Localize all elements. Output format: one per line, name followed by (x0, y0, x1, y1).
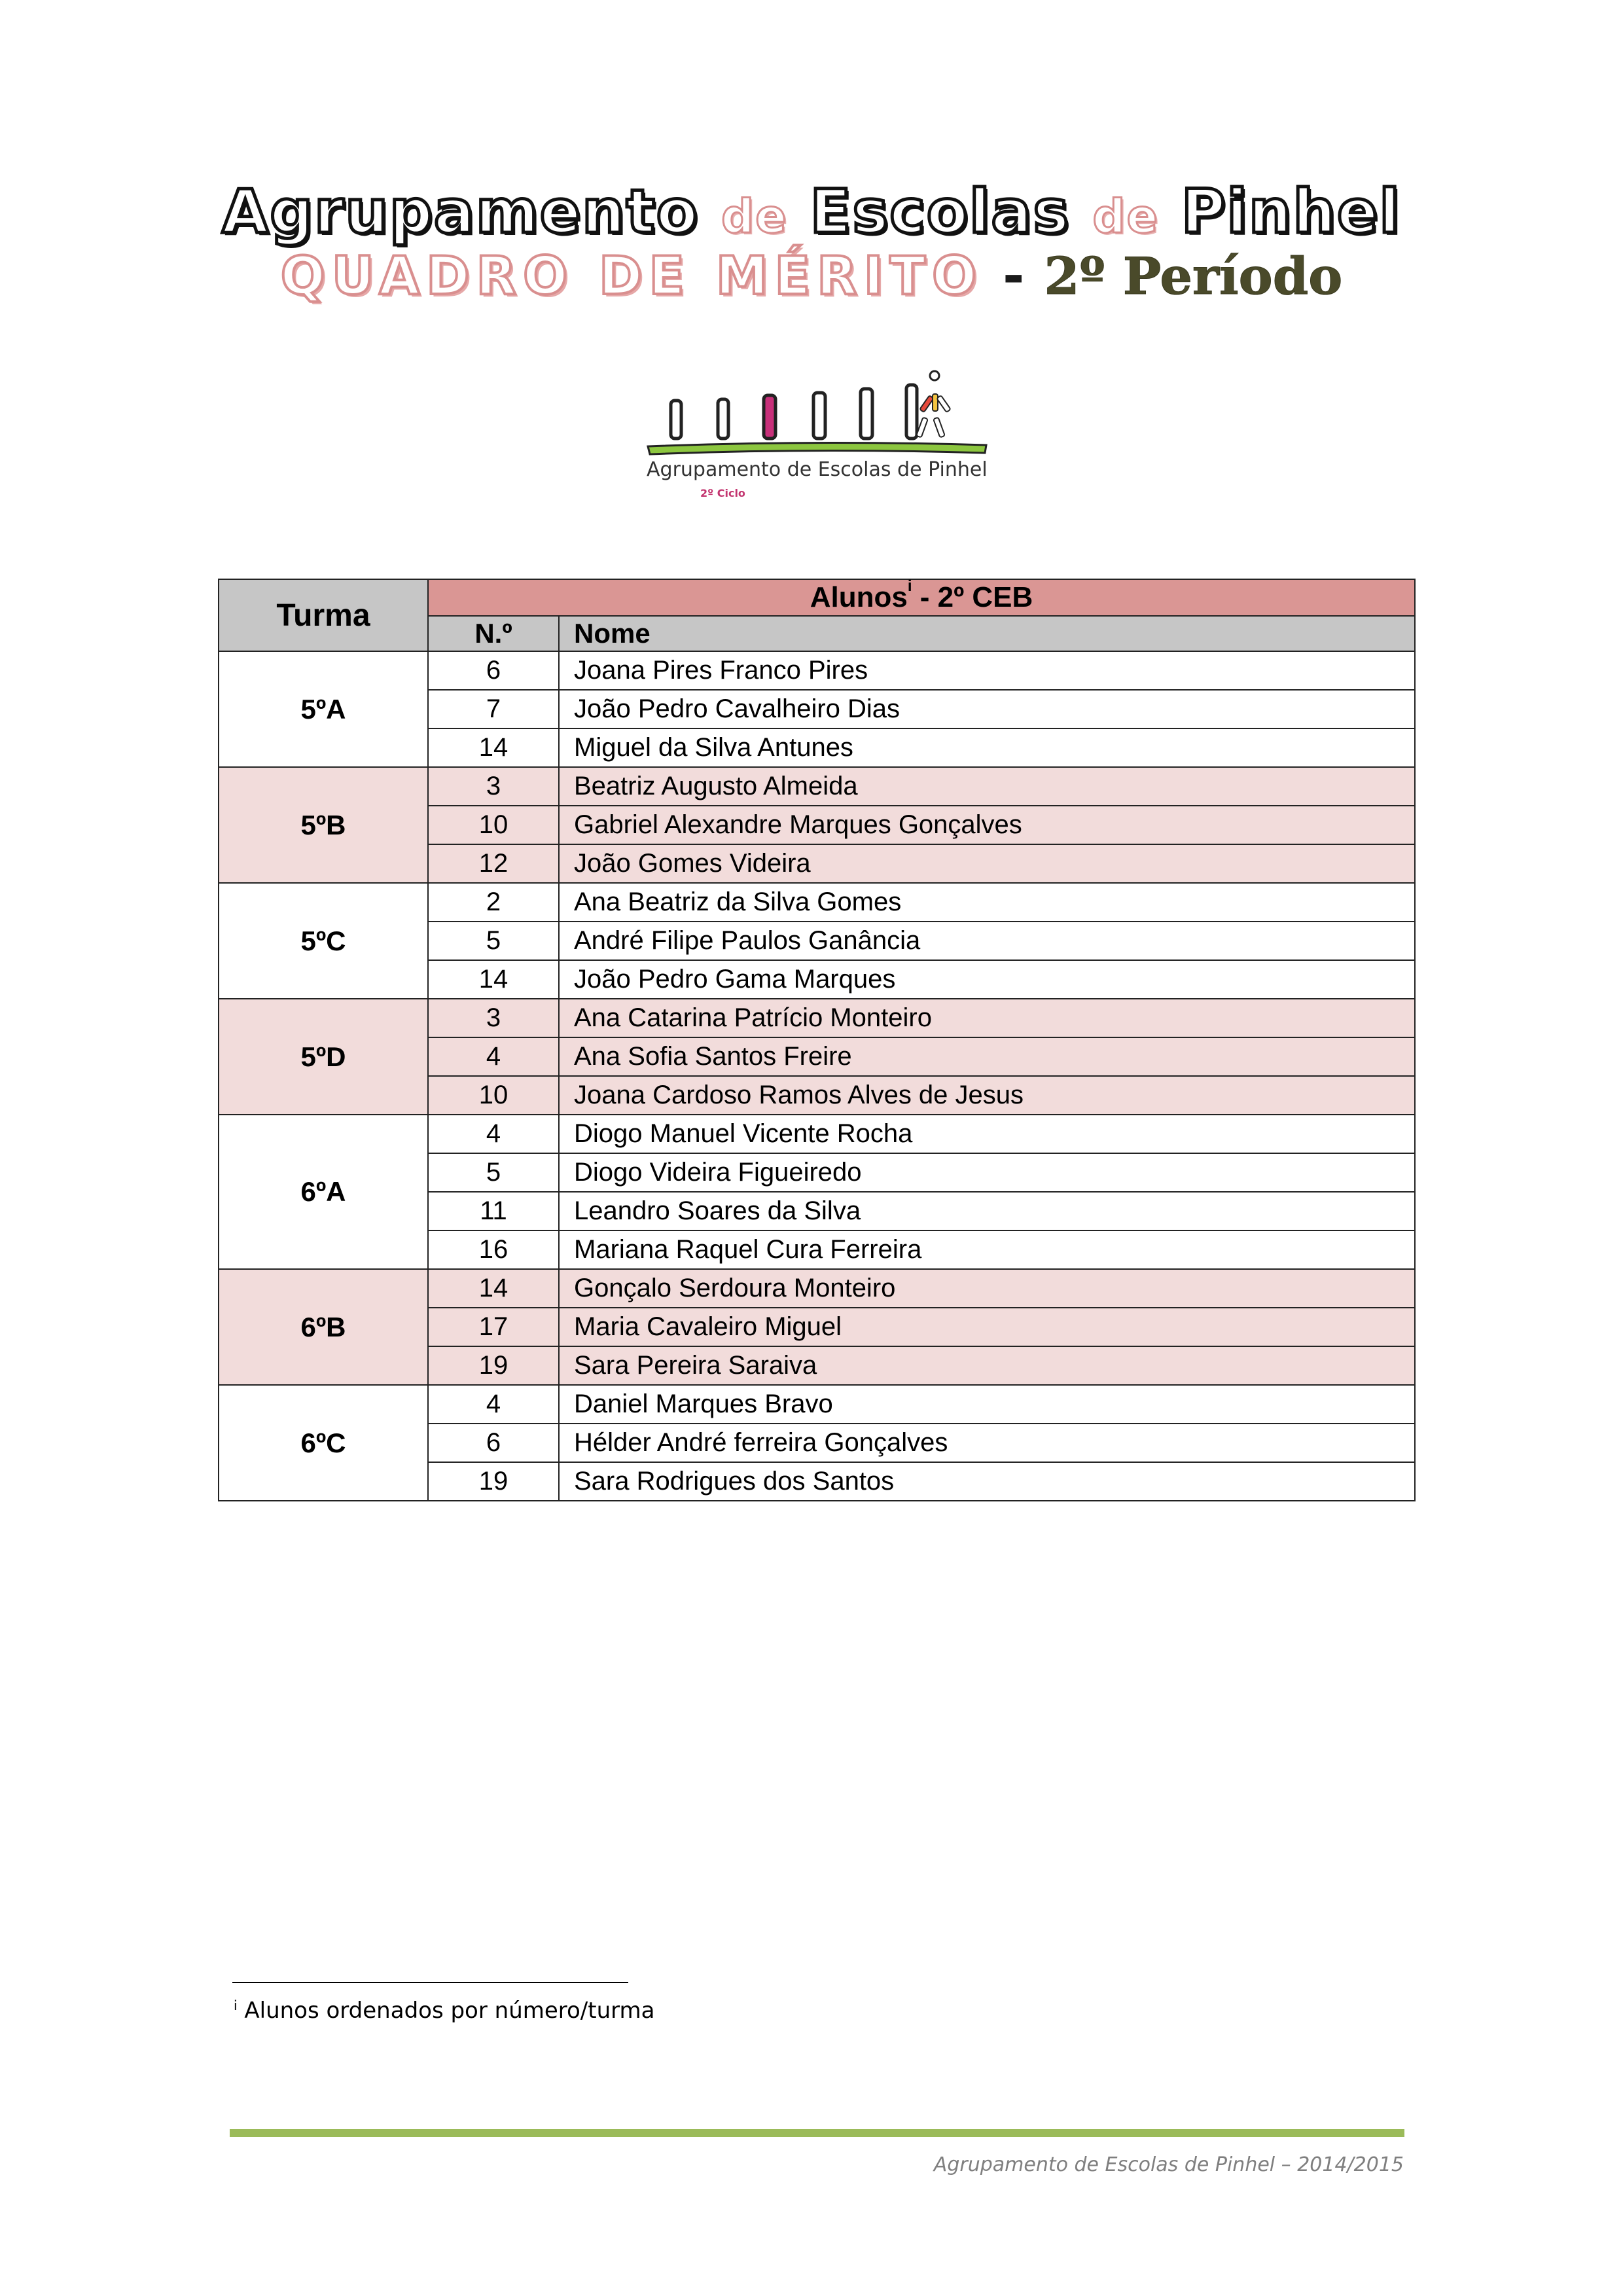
footnote-ref: i (907, 577, 912, 595)
student-name: André Filipe Paulos Ganância (559, 922, 1415, 960)
student-name: Gabriel Alexandre Marques Gonçalves (559, 806, 1415, 844)
student-number: 7 (428, 690, 559, 728)
student-name: João Pedro Cavalheiro Dias (559, 690, 1415, 728)
student-name: Beatriz Augusto Almeida (559, 767, 1415, 806)
student-number: 10 (428, 1076, 559, 1115)
student-number: 11 (428, 1192, 559, 1230)
student-number: 3 (428, 767, 559, 806)
student-name: João Gomes Videira (559, 844, 1415, 883)
document-title (0, 177, 1623, 247)
student-number: 4 (428, 1115, 559, 1153)
merit-table (218, 579, 1416, 1501)
class-cell: 5ºB (219, 767, 428, 883)
student-number: 16 (428, 1230, 559, 1269)
subtitle-dash: - (1003, 245, 1025, 306)
footer-divider (230, 2129, 1404, 2137)
student-number: 3 (428, 999, 559, 1037)
student-number: 14 (428, 728, 559, 767)
student-number: 17 (428, 1308, 559, 1346)
student-number: 12 (428, 844, 559, 883)
student-name: Sara Pereira Saraiva (559, 1346, 1415, 1385)
student-name: Diogo Manuel Vicente Rocha (559, 1115, 1415, 1153)
student-number: 4 (428, 1037, 559, 1076)
table-row (219, 999, 1415, 1037)
document-subtitle (0, 245, 1623, 306)
student-number: 14 (428, 960, 559, 999)
logo-caption: Agrupamento de Escolas de Pinhel (647, 458, 988, 481)
title-word-de-2: de (1092, 190, 1159, 243)
table-row (219, 651, 1415, 690)
header-name: Nome (559, 616, 1415, 651)
student-number: 5 (428, 1153, 559, 1192)
class-cell: 5ºD (219, 999, 428, 1115)
class-cell: 6ºA (219, 1115, 428, 1269)
student-name: Sara Rodrigues dos Santos (559, 1462, 1415, 1501)
student-number: 14 (428, 1269, 559, 1308)
student-number: 19 (428, 1462, 559, 1501)
table-row (219, 1115, 1415, 1153)
student-name: Mariana Raquel Cura Ferreira (559, 1230, 1415, 1269)
student-name: Gonçalo Serdoura Monteiro (559, 1269, 1415, 1308)
class-cell: 6ºB (219, 1269, 428, 1385)
student-name: Ana Sofia Santos Freire (559, 1037, 1415, 1076)
title-word-agrupamento: Agrupamento (222, 177, 699, 247)
header-alunos-suffix: - 2º CEB (919, 581, 1033, 613)
footnote-marker: i (234, 1998, 238, 2013)
student-number: 2 (428, 883, 559, 922)
student-name: Daniel Marques Bravo (559, 1385, 1415, 1424)
student-number: 4 (428, 1385, 559, 1424)
student-name: Ana Beatriz da Silva Gomes (559, 883, 1415, 922)
title-word-escolas: Escolas (810, 177, 1071, 247)
student-name: Miguel da Silva Antunes (559, 728, 1415, 767)
footnote (234, 1998, 654, 2024)
student-name: Joana Pires Franco Pires (559, 651, 1415, 690)
student-number: 5 (428, 922, 559, 960)
student-name: João Pedro Gama Marques (559, 960, 1415, 999)
student-name: Diogo Videira Figueiredo (559, 1153, 1415, 1192)
title-word-de: de (721, 190, 788, 243)
student-number: 6 (428, 1424, 559, 1462)
student-name: Hélder André ferreira Gonçalves (559, 1424, 1415, 1462)
table-row (219, 1385, 1415, 1424)
header-number: N.º (428, 616, 559, 651)
student-name: Leandro Soares da Silva (559, 1192, 1415, 1230)
subtitle-period: 2º Período (1044, 247, 1343, 306)
header-turma: Turma (219, 579, 428, 651)
footnote-divider (232, 1982, 628, 1983)
class-cell: 5ºC (219, 883, 428, 999)
footnote-text: Alunos ordenados por número/turma (244, 1998, 655, 2024)
table-row (219, 767, 1415, 806)
subtitle-merit: QUADRO DE MÉRITO (280, 245, 984, 306)
class-cell: 5ºA (219, 651, 428, 767)
logo-subcaption: 2º Ciclo (700, 487, 745, 499)
student-name: Maria Cavaleiro Miguel (559, 1308, 1415, 1346)
school-logo-icon (645, 367, 991, 504)
title-word-pinhel: Pinhel (1181, 177, 1401, 247)
student-number: 6 (428, 651, 559, 690)
student-name: Joana Cardoso Ramos Alves de Jesus (559, 1076, 1415, 1115)
table-row (219, 883, 1415, 922)
student-number: 19 (428, 1346, 559, 1385)
class-cell: 6ºC (219, 1385, 428, 1501)
student-name: Ana Catarina Patrício Monteiro (559, 999, 1415, 1037)
student-number: 10 (428, 806, 559, 844)
header-alunos-label: Alunos (810, 581, 908, 613)
page-footer: Agrupamento de Escolas de Pinhel – 2014/2015 (933, 2153, 1404, 2176)
table-row (219, 1269, 1415, 1308)
header-alunos (428, 579, 1415, 616)
